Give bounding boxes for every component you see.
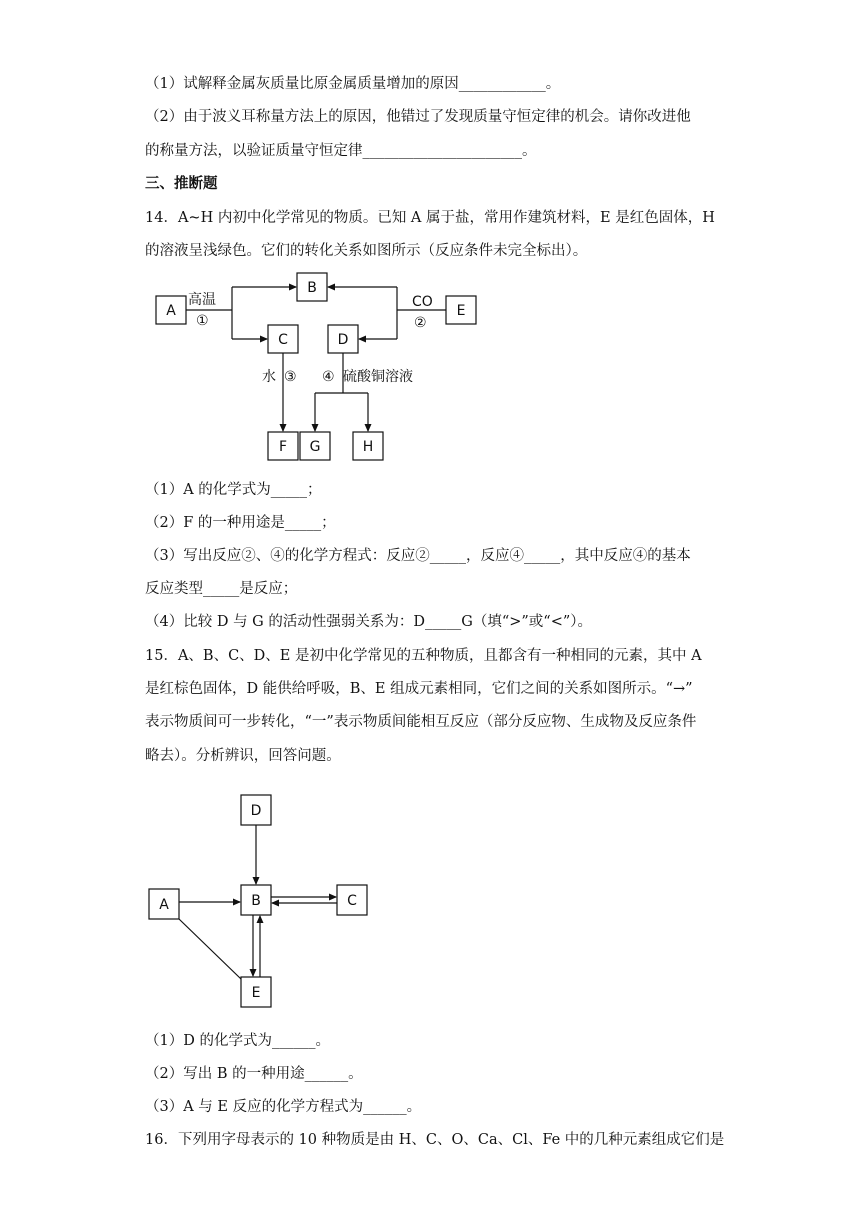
q15-part1: （1）D 的化学式为______。 bbox=[145, 1033, 330, 1049]
q14-box-E bbox=[446, 296, 476, 324]
q14-label-H: H bbox=[362, 439, 374, 455]
q15-stem-line3: 表示物质间可一步转化，“一”表示物质间能相互反应（部分反应物、生成物及反应条件 bbox=[145, 714, 697, 730]
q15-label-C: C bbox=[347, 893, 357, 909]
q14-box-C bbox=[268, 325, 298, 353]
q14-cond-co: CO bbox=[412, 294, 433, 310]
q15-box-A bbox=[149, 889, 179, 919]
q14-label-F: F bbox=[278, 439, 288, 455]
q14-box-B bbox=[297, 273, 327, 301]
q16-stem-line1: 16．下列用字母表示的 10 种物质是由 H、C、O、Ca、Cl、Fe 中的几种元素组成它们是 bbox=[145, 1132, 725, 1148]
q15-label-D: D bbox=[250, 803, 262, 819]
q13-part2-line1: （2）由于波义耳称量方法上的原因，他错过了发现质量守恒定律的机会。请你改进他 bbox=[145, 109, 691, 125]
q14-part1: （1）A 的化学式为_____； bbox=[145, 482, 322, 498]
section-heading: 三、推断题 bbox=[145, 176, 218, 192]
q14-box-G bbox=[300, 432, 330, 460]
q14-part3-line2: 反应类型_____是反应； bbox=[145, 581, 298, 597]
q13-part1: （1）试解释金属灰质量比原金属质量增加的原因____________。 bbox=[145, 76, 561, 92]
q14-part2: （2）F 的一种用途是_____； bbox=[145, 515, 336, 531]
q14-cond-r2: ② bbox=[414, 315, 427, 331]
q14-part3-line1: （3）写出反应②、④的化学方程式：反应②_____，反应④_____，其中反应④的基本 bbox=[145, 548, 691, 564]
q14-cond-gaowen: 高温 bbox=[188, 292, 216, 308]
q15-stem-line2: 是红棕色固体，D 能供给呼吸，B、E 组成元素相同，它们之间的关系如图所示。“→” bbox=[145, 681, 693, 697]
q15-box-E bbox=[241, 977, 271, 1007]
q14-label-G: G bbox=[309, 439, 321, 455]
q15-part2: （2）写出 B 的一种用途______。 bbox=[145, 1066, 363, 1082]
q15-label-E: E bbox=[251, 985, 261, 1001]
q14-box-A bbox=[156, 296, 186, 324]
q14-label-C: C bbox=[278, 332, 288, 348]
q14-box-F bbox=[268, 432, 298, 460]
q13-part2-line2: 的称量方法，以验证质量守恒定律______________________。 bbox=[145, 143, 537, 159]
q15-box-D bbox=[241, 795, 271, 825]
q14-label-D: D bbox=[337, 332, 349, 348]
q15-label-B: B bbox=[251, 893, 261, 909]
q14-stem-line2: 的溶液呈浅绿色。它们的转化关系如图所示（反应条件未完全标出）。 bbox=[145, 243, 588, 259]
q15-part3: （3）A 与 E 反应的化学方程式为______。 bbox=[145, 1099, 422, 1115]
q14-label-A: A bbox=[166, 303, 176, 319]
q14-cond-water: 水 bbox=[262, 369, 276, 385]
q14-cond-r3: ③ bbox=[284, 369, 297, 385]
q15-label-A: A bbox=[159, 897, 169, 913]
q14-cond-r1: ① bbox=[196, 313, 209, 329]
q14-stem-line1: 14．A~H 内初中化学常见的物质。已知 A 属于盐，常用作建筑材料，E 是红色固体，H bbox=[145, 210, 715, 226]
q15-box-B bbox=[241, 885, 271, 915]
q14-box-H bbox=[353, 432, 383, 460]
q14-part4: （4）比较 D 与 G 的活动性强弱关系为：D_____G（填“>”或“<”）。 bbox=[145, 614, 593, 630]
q14-label-B: B bbox=[307, 280, 317, 296]
q15-box-C bbox=[337, 885, 367, 915]
q14-label-E: E bbox=[456, 303, 466, 319]
q14-cond-cuso4: 硫酸铜溶液 bbox=[343, 369, 413, 385]
q15-stem-line1: 15．A、B、C、D、E 是初中化学常见的五种物质，且都含有一种相同的元素，其中 A bbox=[145, 648, 702, 664]
q14-box-D bbox=[328, 325, 358, 353]
q15-stem-line4: 略去）。分析辨识，回答问题。 bbox=[145, 748, 341, 764]
q14-cond-r4: ④ bbox=[322, 369, 335, 385]
